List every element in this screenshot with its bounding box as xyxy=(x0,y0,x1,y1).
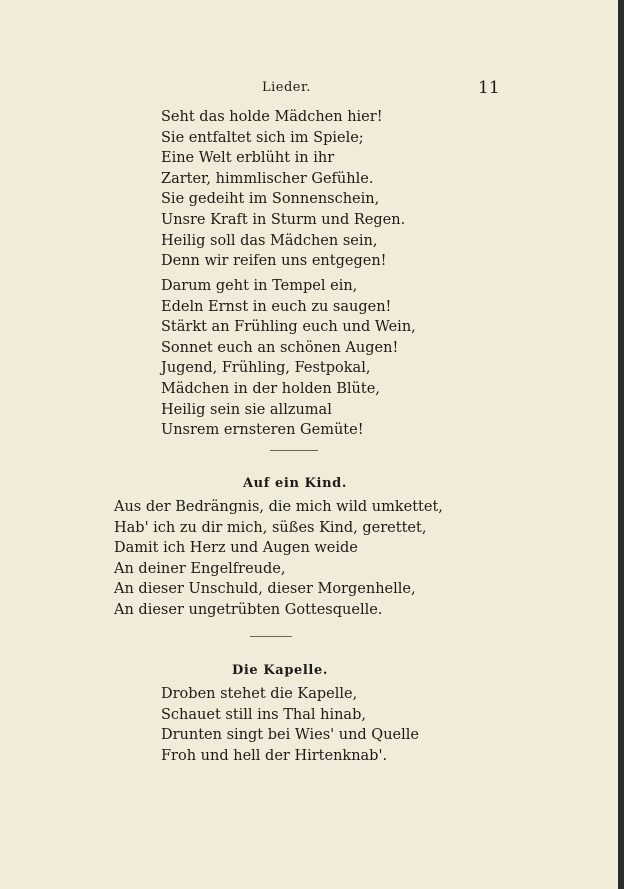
verse-line: Edeln Ernst in euch zu saugen! xyxy=(161,298,392,315)
poem-1-stanza-2 xyxy=(161,276,416,441)
poem-3-stanza xyxy=(161,684,419,766)
verse-line: Droben stehet die Kapelle, xyxy=(161,686,358,702)
verse-line: Unsre Kraft in Sturm und Regen. xyxy=(161,211,406,228)
page-edge xyxy=(618,0,624,889)
poem-2-title: Auf ein Kind. xyxy=(243,476,347,491)
page-number: 11 xyxy=(478,78,500,98)
verse-line: Jugend, Frühling, Festpokal, xyxy=(161,360,371,377)
verse-line: Eine Welt erblüht in ihr xyxy=(161,150,335,167)
verse-line: Schauet still ins Thal hinab, xyxy=(161,706,366,723)
poem-1-stanza-1 xyxy=(161,107,405,272)
verse-line: Froh und hell der Hirtenknab'. xyxy=(161,747,388,764)
verse-line: Stärkt an Frühling euch und Wein, xyxy=(161,319,416,336)
verse-line: An dieser ungetrübten Gottesquelle. xyxy=(114,601,383,618)
verse-line: Darum geht in Tempel ein, xyxy=(161,278,358,294)
section-divider xyxy=(270,450,318,451)
section-divider xyxy=(250,636,292,637)
verse-line: Heilig sein sie allzumal xyxy=(161,401,332,418)
verse-line: Unsrem ernsteren Gemüte! xyxy=(161,422,364,439)
verse-line: Denn wir reifen uns entgegen! xyxy=(161,253,387,270)
verse-line: An dieser Unschuld, dieser Morgenhelle, xyxy=(114,581,416,598)
verse-line: Sie entfaltet sich im Spiele; xyxy=(161,129,364,146)
verse-line: Mädchen in der holden Blüte, xyxy=(161,380,380,397)
poem-3-title: Die Kapelle. xyxy=(232,663,328,678)
verse-line: Drunten singt bei Wies' und Quelle xyxy=(161,727,419,744)
verse-line: Sie gedeiht im Sonnenschein, xyxy=(161,191,380,208)
verse-line: Seht das holde Mädchen hier! xyxy=(161,109,383,125)
verse-line: Sonnet euch an schönen Augen! xyxy=(161,339,399,356)
verse-line: Hab' ich zu dir mich, süßes Kind, gerettet, xyxy=(114,519,427,536)
verse-line: Aus der Bedrängnis, die mich wild umkettet, xyxy=(114,499,443,515)
verse-line: Heilig soll das Mädchen sein, xyxy=(161,232,378,249)
running-title: Lieder. xyxy=(262,80,311,95)
verse-line: An deiner Engelfreude, xyxy=(114,560,286,577)
verse-line: Damit ich Herz und Augen weide xyxy=(114,540,358,557)
verse-line: Zarter, himmlischer Gefühle. xyxy=(161,170,374,187)
poem-2-stanza xyxy=(114,497,443,621)
